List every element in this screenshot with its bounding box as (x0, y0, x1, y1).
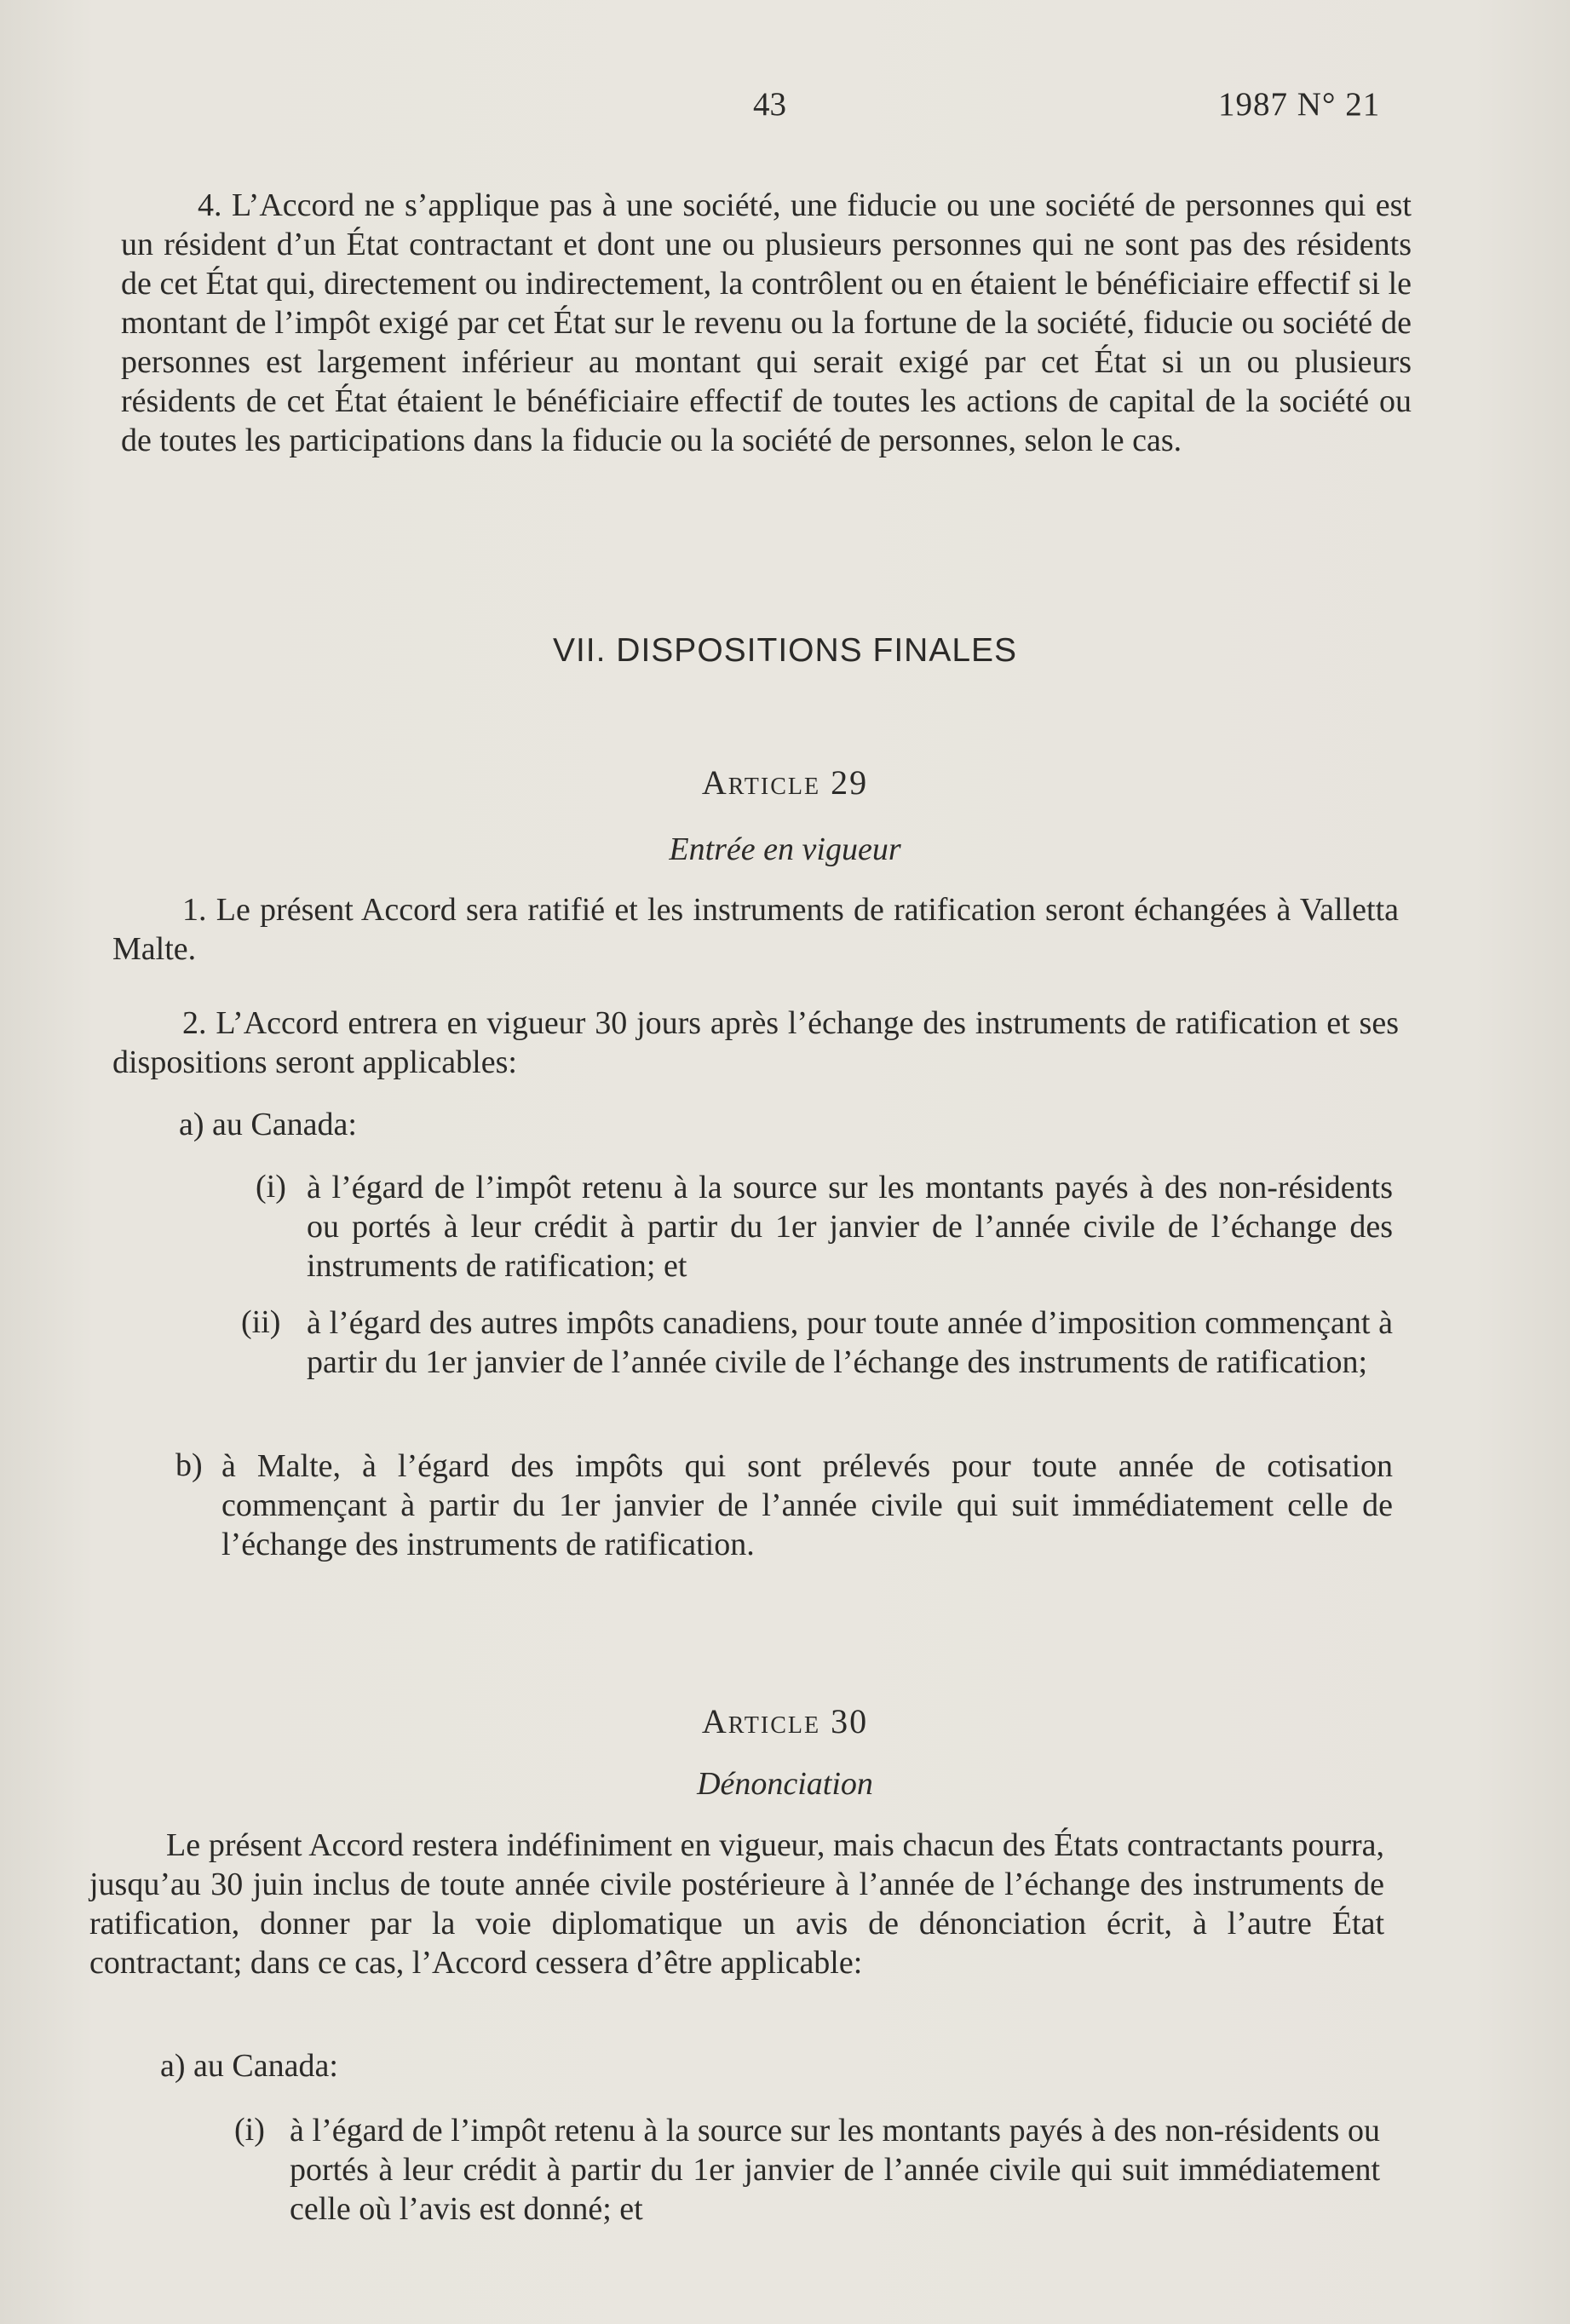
article-29-item-b-text: à Malte, à l’égard des impôts qui sont prélevés pour toute année de cotisation commençant à partir du 1er janvier de l’année civile qui suit immédiatement celle de l’échange des instruments de ratification. (221, 1448, 1393, 1562)
article-30-heading: Article 30 (701, 1702, 869, 1740)
page-number: 43 (753, 86, 786, 123)
section-title: VII. DISPOSITIONS FINALES (552, 632, 1018, 669)
article-30-paragraph-1: Le présent Accord restera indéfiniment en vigueur, mais chacun des États contractants pourra, jusqu’au 30 juin inclus de toute année civile postérieure à l’année de l’échange des instruments de ratification, donner par la voie diplomatique un avis de dénonciation écrit, à l’autre État contractant; dans ce cas, l’Accord cessera d’être applicable: (89, 1827, 1384, 1981)
article-29-paragraph-1: 1. Le présent Accord sera ratifié et les instruments de ratification seront échangées à Valletta Malte. (112, 892, 1399, 967)
article-29-item-ii-text: à l’égard des autres impôts canadiens, pour toute année d’imposition commençant à partir du 1er janvier de l’année civile de l’échange des instruments de ratification; (307, 1305, 1393, 1380)
article-29-item-ii-label: (ii) (241, 1304, 281, 1340)
article-29-heading: Article 29 (701, 763, 869, 802)
paragraph-4: 4. L’Accord ne s’applique pas à une société, une fiducie ou une société de personnes qui est un résident d’un État contractant et dont une ou plusieurs personnes qui ne sont pas des résidents de cet État qui, directement ou indirectement, la contrôlent ou en étaient le bénéficiaire effectif si le montant de l’impôt exigé par cet État sur le revenu ou la fortune de la société, fiducie ou société de personnes est largement inférieur au montant qui serait exigé par cet État si un ou plusieurs résidents de cet État étaient le bénéficiaire effectif de toutes les actions de capital de la société ou de toutes les participations dans la fiducie ou la société de personnes, selon le cas. (121, 187, 1412, 458)
article-29-paragraph-2: 2. L’Accord entrera en vigueur 30 jours après l’échange des instruments de ratification et ses dispositions seront applicables: (112, 1005, 1399, 1080)
article-29-item-i-label: (i) (256, 1169, 286, 1205)
article-30-item-i-text: à l’égard de l’impôt retenu à la source sur les montants payés à des non-résidents ou portés à leur crédit à partir du 1er janvier de l’année civile qui suit immédiatement celle où l’avis est donné; et (290, 2113, 1380, 2227)
year-issue: 1987 N° 21 (1218, 86, 1381, 123)
article-30-item-i-label: (i) (234, 2112, 265, 2148)
article-29-item-b-label: b) (175, 1447, 203, 1483)
article-30-subtitle: Dénonciation (697, 1766, 873, 1802)
article-29-item-i-text: à l’égard de l’impôt retenu à la source sur les montants payés à des non-résidents ou portés à leur crédit à partir du 1er janvier de l’année civile de l’échange des instruments de ratification; et (307, 1170, 1393, 1284)
article-30-item-a-label: a) au Canada: (160, 2048, 338, 2084)
article-29-subtitle: Entrée en vigueur (669, 831, 901, 867)
article-29-item-a-label: a) au Canada: (179, 1107, 357, 1142)
